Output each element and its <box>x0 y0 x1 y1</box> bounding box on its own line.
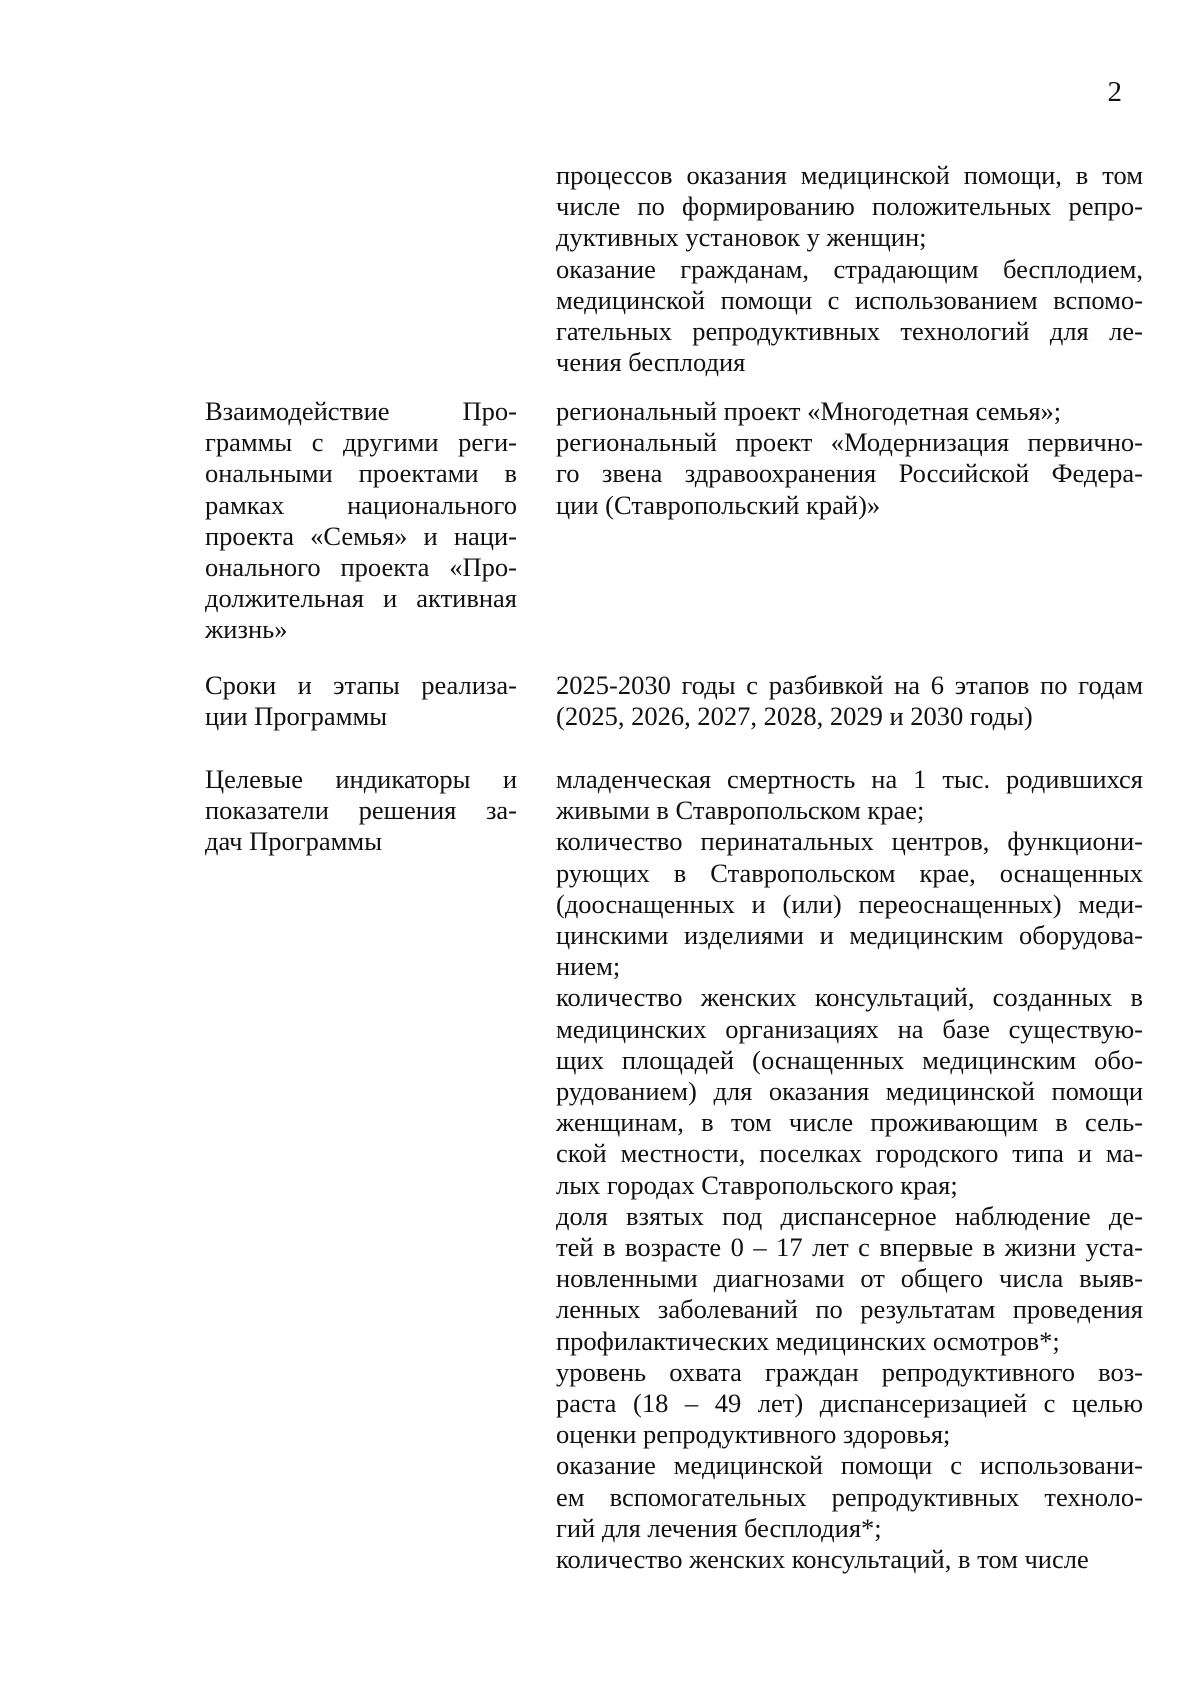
content-line: новленными диагнозами от общего числа выяв- <box>556 1263 1143 1294</box>
row-content <box>556 670 1143 732</box>
content-paragraph <box>556 1450 1143 1544</box>
content-line: медицинской помощи с использованием вспомо- <box>556 284 1143 315</box>
content-line: женщинам, в том числе проживающим в сель- <box>556 1107 1143 1138</box>
content-paragraph <box>556 670 1143 732</box>
row-label <box>205 396 517 646</box>
content-line: ленных заболеваний по результатам проведения <box>556 1294 1143 1325</box>
content-line: ции (Ставропольский край)» <box>556 489 881 520</box>
content-line: ем вспомогательных репродуктивных техноло- <box>556 1481 1143 1512</box>
content-line: гательных репродуктивных технологий для ле- <box>556 316 1143 347</box>
label-line: должительная и активная <box>205 583 517 614</box>
content-line: нием; <box>556 951 621 982</box>
content-line: процессов оказания медицинской помощи, в том <box>556 160 1143 190</box>
label-line: Целевые индикаторы и <box>205 764 517 794</box>
label-line: показатели решения за- <box>205 795 517 826</box>
content-line: оказание гражданам, страдающим бесплодием, <box>556 253 1143 284</box>
content-line: ской местности, поселках городского типа и ма- <box>556 1138 1143 1169</box>
content-line: профилактических медицинских осмотров*; <box>556 1325 1060 1356</box>
row-label <box>205 764 517 858</box>
content-paragraph <box>556 1544 1143 1575</box>
content-line: гий для лечения бесплодия*; <box>556 1512 882 1543</box>
content-paragraph <box>556 427 1143 521</box>
content-line: (2025, 2026, 2027, 2028, 2029 и 2030 годы) <box>556 701 1033 732</box>
content-line: оценки репродуктивного здоровья; <box>556 1419 951 1450</box>
content-line: (дооснащенных и (или) переоснащенных) меди- <box>556 888 1143 919</box>
content-line: щих площадей (оснащенных медицинским обо- <box>556 1044 1143 1075</box>
content-line: го звена здравоохранения Российской Федера- <box>556 458 1143 489</box>
content-line: числе по формированию положительных репро- <box>556 191 1143 222</box>
label-line: ции Программы <box>205 701 388 732</box>
content-line: рующих в Ставропольском крае, оснащенных <box>556 857 1143 888</box>
content-line: лых городах Ставропольского края; <box>556 1169 958 1200</box>
label-line: ональными проектами в <box>205 458 517 489</box>
row-content <box>556 764 1143 1575</box>
content-line: дуктивных установок у женщин; <box>556 222 927 253</box>
content-line: рудованием) для оказания медицинской помощи <box>556 1076 1143 1107</box>
content-line: 2025-2030 годы с разбивкой на 6 этапов по годам <box>556 670 1143 700</box>
label-line: онального проекта «Про- <box>205 552 517 583</box>
content-line: региональный проект «Модернизация первично- <box>556 427 1143 458</box>
content-line: тей в возрасте 0 – 17 лет с впервые в жизни уста- <box>556 1232 1143 1263</box>
content-paragraph <box>556 396 1143 427</box>
row-label <box>205 670 517 732</box>
content-paragraph <box>556 160 1143 254</box>
content-line: оказание медицинской помощи с использовани- <box>556 1450 1143 1481</box>
label-line: дач Программы <box>205 826 382 857</box>
label-line: граммы с другими реги- <box>205 427 517 458</box>
label-line: проекта «Семья» и наци- <box>205 520 517 551</box>
label-line: Сроки и этапы реализа- <box>205 670 517 700</box>
content-line: доля взятых под диспансерное наблюдение де- <box>556 1200 1143 1231</box>
content-paragraph <box>556 1201 1143 1357</box>
label-line: рамках национального <box>205 489 517 520</box>
content-line: раста (18 – 49 лет) диспансеризацией с целью <box>556 1388 1143 1419</box>
content-line: цинскими изделиями и медицинским оборудова- <box>556 920 1143 951</box>
page-number: 2 <box>1107 76 1122 108</box>
content-line: чения бесплодия <box>556 347 746 378</box>
content-line: количество женских консультаций, созданных в <box>556 982 1143 1013</box>
content-line: уровень охвата граждан репродуктивного воз- <box>556 1356 1143 1387</box>
content-line: живыми в Ставропольском крае; <box>556 795 925 826</box>
content-line: медицинских организациях на базе существую- <box>556 1013 1143 1044</box>
content-line: количество перинатальных центров, функциони- <box>556 826 1143 857</box>
content-paragraph <box>556 764 1143 826</box>
content-paragraph <box>556 826 1143 982</box>
content-line: младенческая смертность на 1 тыс. родившихся <box>556 764 1143 794</box>
content-line: региональный проект «Многодетная семья»; <box>556 396 1062 426</box>
content-line: количество женских консультаций, в том числе <box>556 1544 1089 1575</box>
row-content <box>556 396 1143 521</box>
content-paragraph <box>556 1357 1143 1451</box>
content-paragraph <box>556 254 1143 379</box>
label-line: Взаимодействие Про- <box>205 396 517 426</box>
row-content <box>556 160 1143 378</box>
label-line: жизнь» <box>205 614 288 645</box>
content-paragraph <box>556 982 1143 1200</box>
